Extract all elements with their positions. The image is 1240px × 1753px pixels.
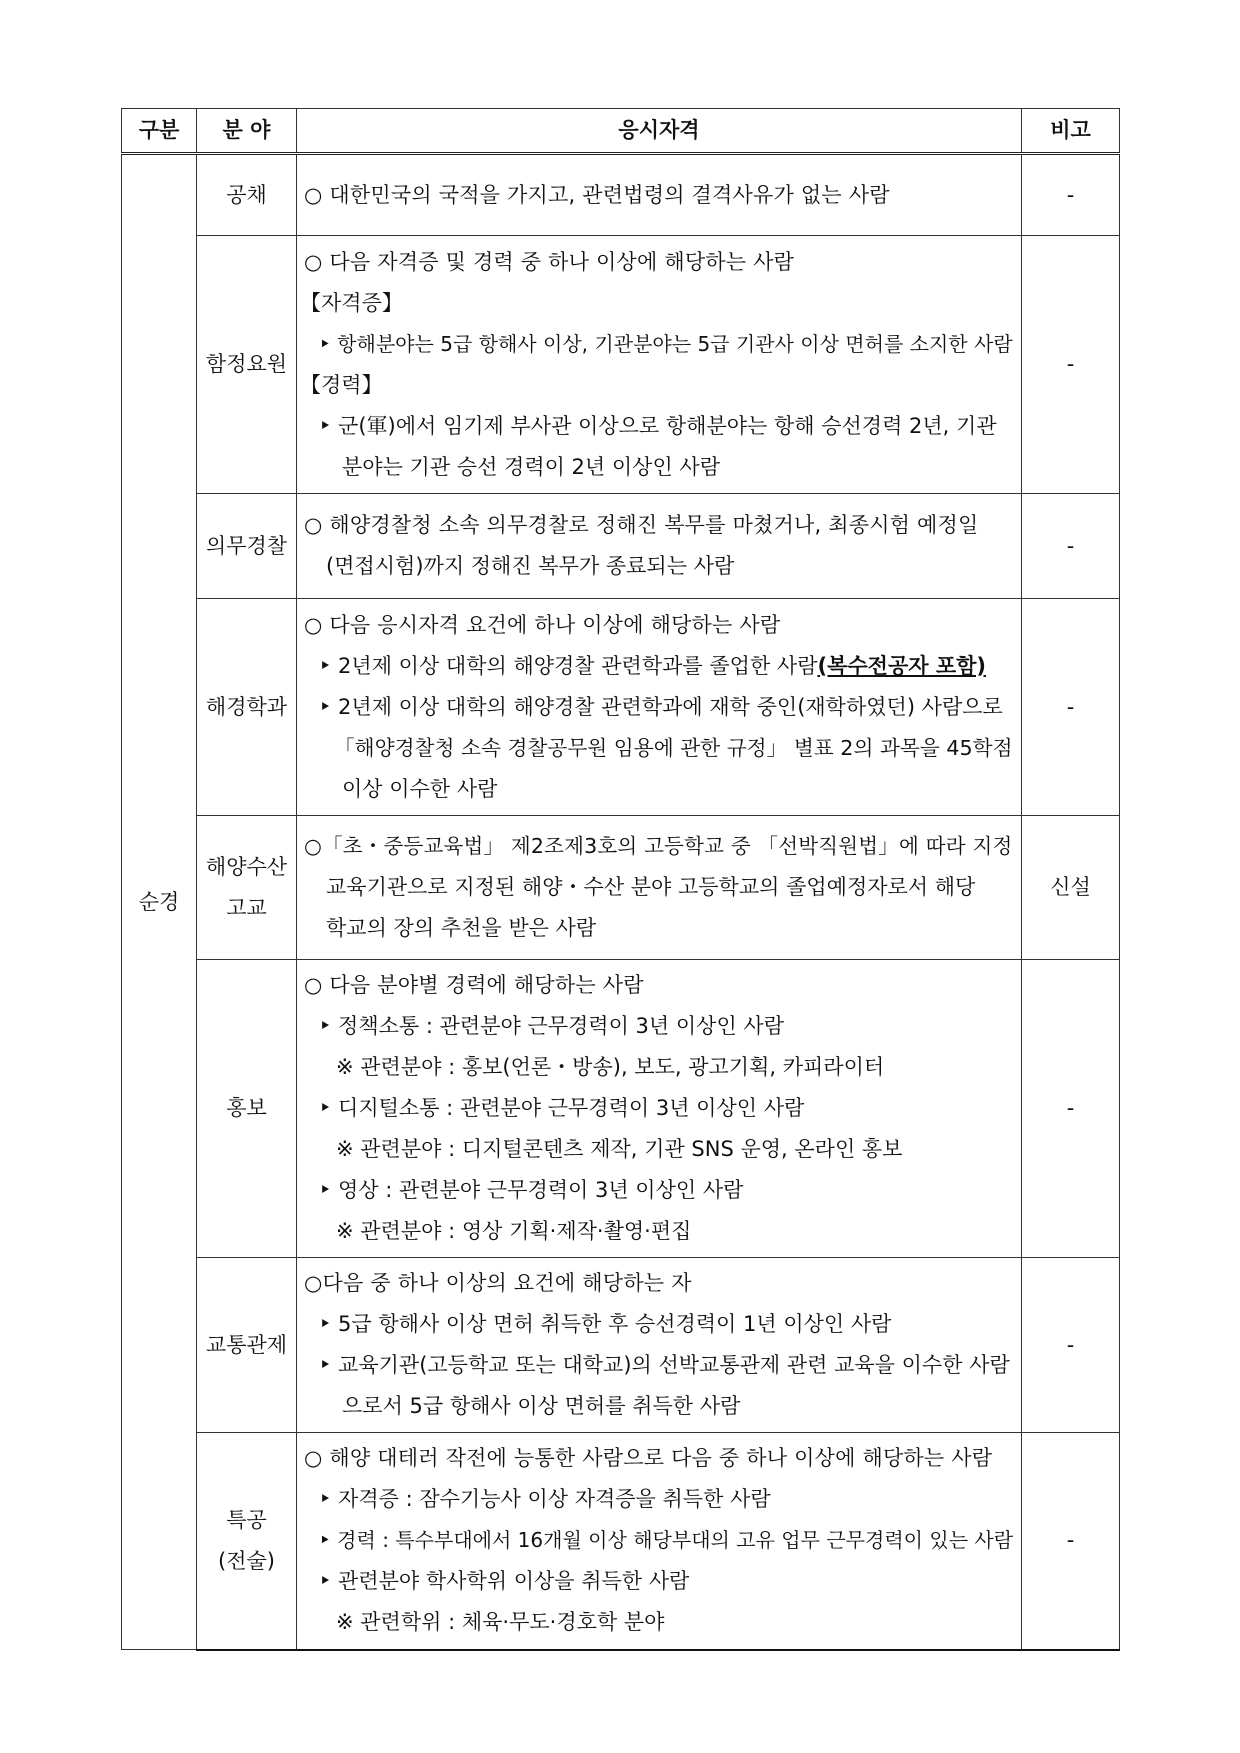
field-cell bbox=[197, 1433, 297, 1650]
field-cell: 해경학과 bbox=[197, 599, 297, 816]
qual-line: ‣ 2년제 이상 대학의 해양경찰 관련학과에 재학 중인(재학하였던) 사람으로 bbox=[319, 694, 1003, 719]
qual-line bbox=[304, 646, 1013, 687]
field-cell: 교통관제 bbox=[197, 1258, 297, 1433]
qual-line: 「해양경찰청 소속 경찰공무원 임용에 관한 규정」 별표 2의 과목을 45학점 bbox=[334, 735, 1013, 760]
field-line: 해양수산 bbox=[205, 854, 288, 879]
field-line: (전술) bbox=[218, 1548, 275, 1573]
qual-line: ※ 관련학위 : 체육·무도·경호학 분야 bbox=[336, 1610, 665, 1635]
qual-line: ‣ 정책소통 : 관련분야 근무경력이 3년 이상인 사람 bbox=[319, 1014, 784, 1038]
note-cell: - bbox=[1022, 494, 1120, 599]
table-row bbox=[122, 816, 1120, 960]
field-cell: 홍보 bbox=[197, 960, 297, 1258]
qualification-cell bbox=[297, 1433, 1022, 1650]
qual-line: ‣ 영상 : 관련분야 근무경력이 3년 이상인 사람 bbox=[319, 1178, 744, 1202]
qual-line: 으로서 5급 항해사 이상 면허를 취득한 사람 bbox=[342, 1394, 741, 1418]
qualification-cell bbox=[297, 1258, 1022, 1433]
qual-line: ‣ 군(軍)에서 임기제 부사관 이상으로 항해분야는 항해 승선경력 2년, 기관 bbox=[319, 413, 997, 438]
field-cell: 공채 bbox=[197, 154, 297, 236]
qual-line: 분야는 기관 승선 경력이 2년 이상인 사람 bbox=[342, 454, 720, 479]
qual-line: ○ 해양경찰청 소속 의무경찰로 정해진 복무를 마쳤거나, 최종시험 예정일 bbox=[304, 513, 979, 537]
qual-line: ‣ 경력 : 특수부대에서 16개월 이상 해당부대의 고유 업무 근무경력이 있는 사람 bbox=[319, 1528, 1014, 1553]
qualification-cell bbox=[297, 960, 1022, 1258]
field-cell: 함정요원 bbox=[197, 236, 297, 494]
note-cell: - bbox=[1022, 1433, 1120, 1650]
qual-line: ‣ 교육기관(고등학교 또는 대학교)의 선박교통관제 관련 교육을 이수한 사람 bbox=[319, 1353, 1010, 1377]
table-row bbox=[122, 154, 1120, 236]
qual-line: ○ 대한민국의 국적을 가지고, 관련법령의 결격사유가 없는 사람 bbox=[304, 182, 890, 207]
table-row bbox=[122, 1258, 1120, 1433]
qual-line: ※ 관련분야 : 디지털콘텐츠 제작, 기관 SNS 운영, 온라인 홍보 bbox=[336, 1137, 903, 1161]
field-cell: 의무경찰 bbox=[197, 494, 297, 599]
table-header-row bbox=[122, 109, 1120, 154]
qualification-cell bbox=[297, 599, 1022, 816]
qual-line: ※ 관련분야 : 홍보(언론・방송), 보도, 광고기획, 카피라이터 bbox=[336, 1055, 885, 1079]
qualification-cell bbox=[297, 154, 1022, 236]
qual-line: ○ 다음 응시자격 요건에 하나 이상에 해당하는 사람 bbox=[304, 612, 781, 637]
note-cell: - bbox=[1022, 1258, 1120, 1433]
qualification-cell bbox=[297, 494, 1022, 599]
table-row bbox=[122, 960, 1120, 1258]
qual-line: ○ 다음 분야별 경력에 해당하는 사람 bbox=[304, 973, 644, 997]
field-cell bbox=[197, 816, 297, 960]
table-row bbox=[122, 599, 1120, 816]
field-line: 특공 bbox=[226, 1507, 267, 1532]
qual-line: ‣ 관련분야 학사학위 이상을 취득한 사람 bbox=[319, 1569, 690, 1594]
note-cell: - bbox=[1022, 960, 1120, 1258]
qual-line: 【자격증】 bbox=[300, 290, 403, 315]
note-cell: - bbox=[1022, 599, 1120, 816]
header-field: 분 야 bbox=[197, 109, 297, 154]
table-row bbox=[122, 1433, 1120, 1650]
qual-text: ‣ 2년제 이상 대학의 해양경찰 관련학과를 졸업한 사람 bbox=[319, 653, 818, 678]
table-row bbox=[122, 236, 1120, 494]
qual-line: ‣ 항해분야는 5급 항해사 이상, 기관분야는 5급 기관사 이상 면허를 소지한 사람 bbox=[319, 331, 1013, 356]
header-gubun: 구분 bbox=[122, 109, 197, 154]
qual-line: ※ 관련분야 : 영상 기획·제작·촬영·편집 bbox=[336, 1219, 692, 1243]
note-cell: 신설 bbox=[1022, 816, 1120, 960]
qual-line: ○「초・중등교육법」 제2조제3호의 고등학교 중 「선박직원법」에 따라 지정 bbox=[304, 834, 1013, 858]
qual-line: (면접시험)까지 정해진 복무가 종료되는 사람 bbox=[326, 554, 735, 578]
header-qualification: 응시자격 bbox=[297, 109, 1022, 154]
qual-line: ○다음 중 하나 이상의 요건에 해당하는 자 bbox=[304, 1271, 692, 1295]
qualification-cell bbox=[297, 816, 1022, 960]
qual-line: 학교의 장의 추천을 받은 사람 bbox=[326, 916, 597, 940]
qual-line: ○ 다음 자격증 및 경력 중 하나 이상에 해당하는 사람 bbox=[304, 249, 795, 274]
note-cell: - bbox=[1022, 154, 1120, 236]
qual-line: ‣ 5급 항해사 이상 면허 취득한 후 승선경력이 1년 이상인 사람 bbox=[319, 1312, 892, 1336]
qual-line: 교육기관으로 지정된 해양・수산 분야 고등학교의 졸업예정자로서 해당 bbox=[326, 875, 976, 899]
qual-line: ‣ 디지털소통 : 관련분야 근무경력이 3년 이상인 사람 bbox=[319, 1096, 805, 1120]
qualification-cell bbox=[297, 236, 1022, 494]
qualification-table bbox=[121, 108, 1120, 1651]
field-line: 고교 bbox=[226, 895, 267, 920]
qual-line: ‣ 자격증 : 잠수기능사 이상 자격증을 취득한 사람 bbox=[319, 1487, 771, 1512]
qual-line: 이상 이수한 사람 bbox=[342, 776, 498, 801]
table-row bbox=[122, 494, 1120, 599]
category-cell: 순경 bbox=[122, 154, 197, 1650]
note-cell: - bbox=[1022, 236, 1120, 494]
header-note: 비고 bbox=[1022, 109, 1120, 154]
qual-line: ○ 해양 대테러 작전에 능통한 사람으로 다음 중 하나 이상에 해당하는 사람 bbox=[304, 1446, 993, 1471]
qual-line: 【경력】 bbox=[300, 372, 383, 397]
double-major-note: (복수전공자 포함) bbox=[817, 653, 986, 678]
